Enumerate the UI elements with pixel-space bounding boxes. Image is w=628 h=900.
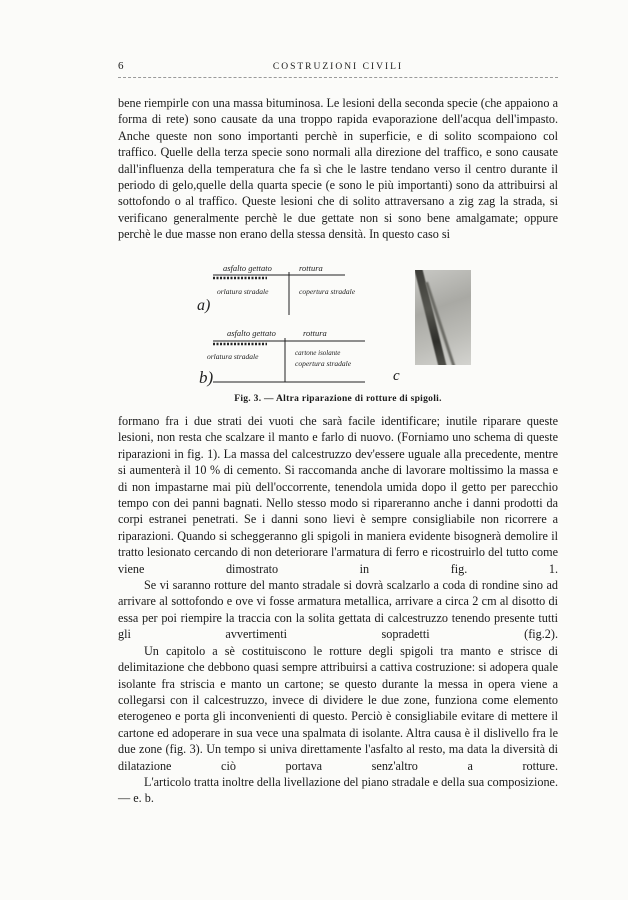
panel-a-top-left: asfalto gettato	[223, 263, 272, 273]
panel-c-marker: c	[393, 368, 400, 384]
panel-b-bottom-left: orlatura stradale	[207, 352, 259, 361]
page-number: 6	[118, 60, 124, 72]
sketch-diagram	[195, 258, 410, 398]
paragraph: bene riempirle con una massa bituminosa. Le lesioni della seconda specie (che appaiono a forma di rete) sono causate da una troppo rapida evaporazione dell'acqua dell'impasto. Anche queste non sono importanti perchè in superficie, e di solito scompaiono col traffico. Quelle della terza specie sono normali alla direzione del traffico, e sono causate dall'influenza della temperatura che fa sì che le lastre tendano verso il centro durante il periodo di gelo,quelle della quarta specie (e sono le più importanti) sono da attribuirsi al sottofondo o al traffico. Queste lesioni che di solito attraversano a zig zag la strada, si verificano generalmente perchè le due gettate non si sono bene amalgamate; oppure perchè le due masse non erano della stessa densità. In questo caso si	[118, 96, 558, 242]
page-header	[118, 60, 558, 82]
running-title: COSTRUZIONI CIVILI	[272, 62, 404, 72]
panel-b-bottom-right-1: cartone isolante	[295, 349, 341, 357]
panel-b-top-right: rottura	[303, 328, 327, 338]
panel-b-top-left: asfalto gettato	[227, 328, 276, 338]
panel-a-top-right: rottura	[299, 263, 323, 273]
paragraph: formano fra i due strati dei vuoti che sarà facile identificare; inutile riparare queste lesioni, non resta che scalzare il manto e farlo di nuovo. (Forniamo uno schema di queste riparazioni in fig. 1). La massa del calcestruzzo dev'essere uguale alla precedente, mentre si aumenterà il 10 % di cemento. Si raccomanda anche di lavorare moltissimo la massa e di non impastarne mai più dell'occorrente, tenendola umida dopo il getto per parecchio tempo con dei panni bagnati. Nello stesso modo si ripareranno anche i danni prodotti da corpi estranei penetrati. Se i danni sono lievi è sempre consigliabile non ricorrere a riparazioni. Quando si scheggeranno gli spigoli in maniera evidente bisognerà demolire il tratto lesionato cercando di non deteriorare l'armatura di ferro e ricostruirlo del tutto come viene dimostrato in fig. 1.	[118, 414, 558, 576]
figure-caption: Fig. 3. — Altra riparazione di rotture di spigoli.	[234, 394, 442, 404]
paragraph: L'articolo tratta inoltre della livellazione del piano stradale e della sua composizione. — e. b.	[118, 774, 558, 806]
panel-a-marker: a)	[197, 297, 211, 314]
photo-panel-c	[415, 270, 471, 365]
panel-b-bottom-right-2: copertura stradale	[295, 359, 352, 368]
panel-b-marker: b)	[199, 368, 214, 387]
paragraph: Se vi saranno rotture del manto stradale si dovrà scalzarlo a coda di rondine sino ad arrivare al sottofondo e ove vi fosse armatura metallica, arrivare a circa 2 cm al disotto di essa per poi riempire la traccia con la solita gettata di calcestruzzo tenendo presente tutti gli avvertimenti sopradetti (fig.2).	[118, 578, 558, 642]
photo-crack	[415, 270, 448, 365]
body-text-top	[118, 95, 558, 243]
paragraph: Un capitolo a sè costituiscono le rotture degli spigoli tra manto e strisce di delimitazione che debbono quasi sempre attribuirsi a cattiva costruzione: si adopera quale isolante fra striscia e manto un cartone; se questo durante la messa in opera viene a collegarsi con il calcestruzzo, invece di dividere le due zone, funziona come elemento eterogeneo e porta gli inconvenienti di questo. Perciò è consigliabile evitare di mettere il cartone ed adoperare in sua vece una spalmata di isolante. Altra causa è il dislivello fra le due zone (fig. 3). Un tempo si univa direttamente l'asfalto al resto, ma data la diversità di dilatazione ciò portava senz'altro a rotture.	[118, 643, 558, 773]
figure-3	[195, 258, 470, 398]
header-rule	[118, 77, 558, 78]
panel-a-bottom-left: orlatura stradale	[217, 287, 269, 296]
body-text-bottom	[118, 413, 558, 807]
panel-a-bottom-right: copertura stradale	[299, 287, 356, 296]
